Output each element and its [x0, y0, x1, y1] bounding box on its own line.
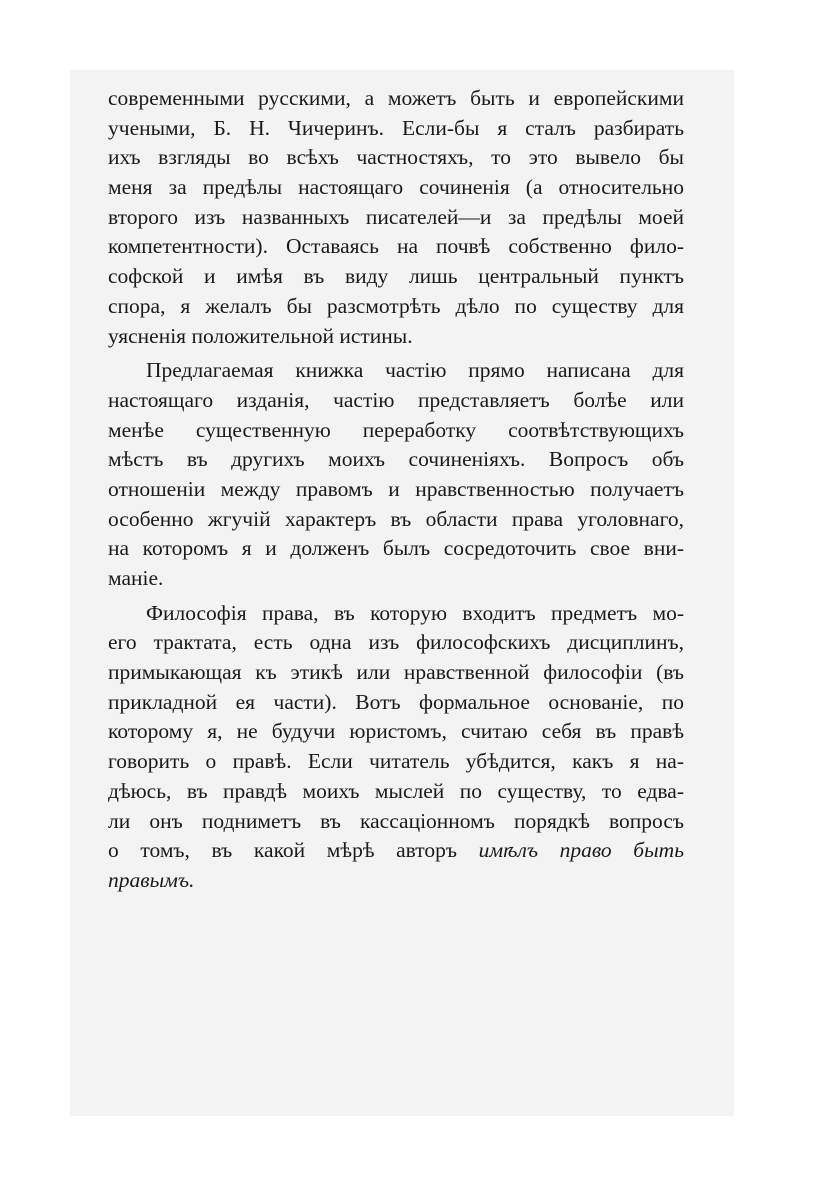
text-line: которому я, не будучи юристомъ, считаю себя въ правѣ — [108, 719, 684, 744]
text-line: говорить о правѣ. Если читатель убѣдится, какъ я на- — [108, 749, 684, 774]
text-line: Философія права, въ которую входитъ предметъ мо- — [146, 600, 684, 625]
text-line-mixed — [108, 836, 684, 866]
text-line: отношеніи между правомъ и нравственностью получаетъ — [108, 476, 684, 501]
text-line: особенно жгучій характеръ въ области права уголовнаго, — [108, 506, 684, 531]
text-line: спора, я желалъ бы разсмотрѣть дѣло по существу для — [108, 293, 684, 318]
text-line: учеными, Б. Н. Чичеринъ. Если-бы я сталъ разбирать — [108, 115, 684, 140]
paragraph-2 — [108, 356, 684, 594]
text-line: настоящаго изданія, частію представляетъ болѣе или — [108, 387, 684, 412]
text-line: прикладной ея части). Вотъ формальное основаніе, по — [108, 689, 684, 714]
text-line-plain: о томъ, въ какой мѣрѣ авторъ — [108, 838, 458, 863]
text-line: мѣстъ въ другихъ моихъ сочиненіяхъ. Вопросъ объ — [108, 447, 684, 472]
text-line-italic: имѣлъ право быть — [478, 838, 684, 863]
text-line: на которомъ я и долженъ былъ сосредоточить свое вни- — [108, 536, 684, 561]
text-line: меня за предѣлы настоящаго сочиненія (а относительно — [108, 175, 684, 200]
text-line: ихъ взгляды во всѣхъ частностяхъ, то это вывело бы — [108, 145, 684, 170]
text-line: современными русскими, а можетъ быть и европейскими — [108, 86, 684, 110]
paragraph-3 — [108, 599, 684, 896]
text-line: маніе. — [108, 566, 164, 590]
text-line: ли онъ подниметъ въ кассаціонномъ порядкѣ вопросъ — [108, 808, 684, 833]
paragraph-1 — [108, 84, 684, 351]
text-line: софской и имѣя въ виду лишь центральный пунктъ — [108, 264, 684, 289]
text-line: менѣе существенную переработку соотвѣтствующихъ — [108, 417, 684, 442]
text-line: Предлагаемая книжка частію прямо написана для — [146, 358, 684, 383]
text-line: уясненія положительной истины. — [108, 323, 413, 348]
text-body — [108, 84, 684, 896]
text-line: второго изъ названныхъ писателей—и за предѣлы моей — [108, 204, 684, 229]
text-line: дѣюсь, въ правдѣ моихъ мыслей по существу, то едва- — [108, 778, 684, 803]
text-line: его трактата, есть одна изъ философскихъ дисциплинъ, — [108, 630, 684, 655]
text-line: компетентности). Оставаясь на почвѣ собственно фило- — [108, 234, 684, 259]
text-line: примыкающая къ этикѣ или нравственной философіи (въ — [108, 660, 684, 685]
text-line-closing: правымъ. — [108, 867, 195, 892]
